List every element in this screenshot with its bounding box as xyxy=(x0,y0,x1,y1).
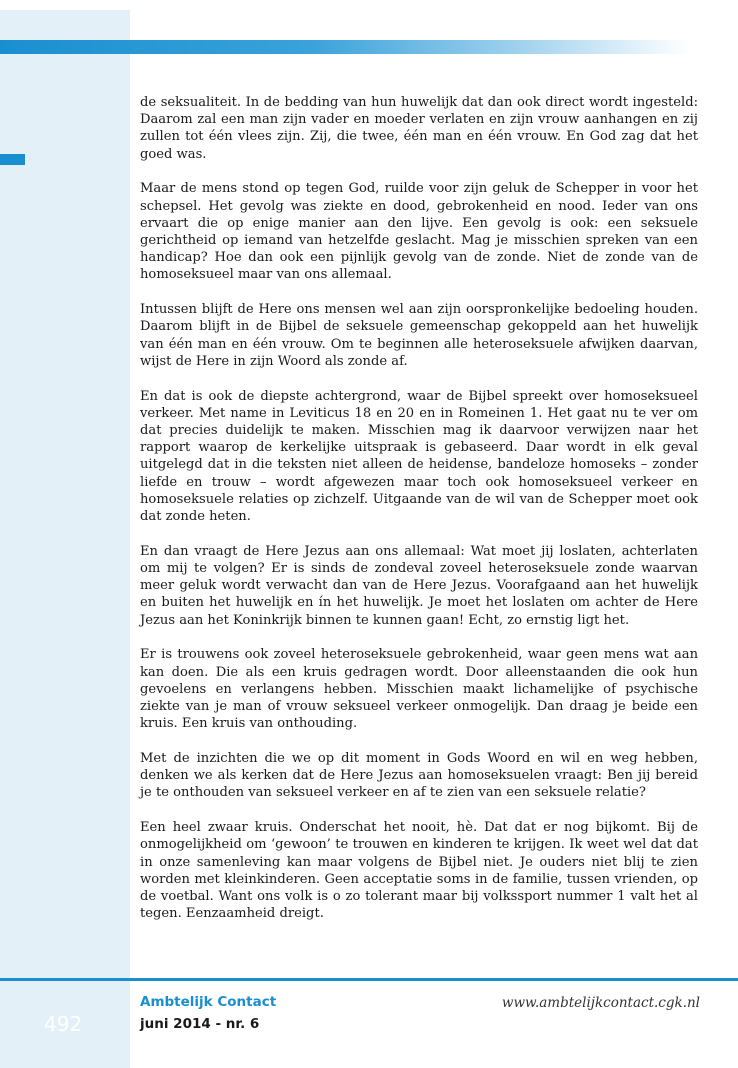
paragraph: Er is trouwens ook zoveel heteroseksuele gebrokenheid, waar geen mens wat aan kan doen. Die als een kruis gedragen wordt. Door alleenstaanden die ook hun gevoelens en verlangens hebben. Misschien maakt lichamelijke of psychische ziekte van je man of vrouw seksueel verkeer onmogelijk. Dan draag je beide een kruis. Een kruis van onthouding. xyxy=(140,647,698,732)
paragraph: Maar de mens stond op tegen God, ruilde voor zijn geluk de Schepper in voor het schepsel. Het gevolg was ziekte en dood, gebrokenheid en nood. Ieder van ons ervaart die op enige manier aan den lijve. Een gevolg is ook: een seksuele gerichtheid op iemand van hetzelfde geslacht. Mag je misschien spreken van een handicap? Hoe dan ook een pijnlijk gevolg van de zonde. Niet de zonde van de homoseksueel maar van ons allemaal. xyxy=(140,181,698,283)
footer-divider xyxy=(0,978,738,981)
website-url: www.ambtelijkcontact.cgk.nl xyxy=(501,995,700,1011)
journal-name: Ambtelijk Contact xyxy=(140,994,277,1010)
top-margin xyxy=(0,0,130,10)
issue-label: juni 2014 - nr. 6 xyxy=(140,1016,260,1032)
paragraph: Intussen blijft de Here ons mensen wel aan zijn oorspronkelijke bedoeling houden. Daarom blijft in de Bijbel de seksuele gemeenschap gekoppeld aan het huwelijk van één man en één vrouw. Om te beginnen alle heteroseksuele afwijken daarvan, wijst de Here in zijn Woord als zonde af. xyxy=(140,302,698,369)
article-body xyxy=(140,94,698,940)
paragraph: Een heel zwaar kruis. Onderschat het nooit, hè. Dat dat er nog bijkomt. Bij de onmogelijkheid om ‘gewoon’ te trouwen en kinderen te krijgen. Ik weet wel dat dat in onze samenleving kan maar volgens de Bijbel niet. Je ouders niet blij te zien worden met kleinkinderen. Geen acceptatie soms in de familie, tussen vrienden, op de voetbal. Want ons volk is o zo tolerant maar bij volkssport nummer 1 valt het al tegen. Eenzaamheid dreigt. xyxy=(140,820,698,922)
header-gradient-band xyxy=(0,40,690,54)
paragraph: En dat is ook de diepste achtergrond, waar de Bijbel spreekt over homoseksueel verkeer. Met name in Leviticus 18 en 20 en in Romeinen 1. Het gaat nu te ver om dat precies duidelijk te maken. Misschien mag ik daarvoor verwijzen naar het rapport waarop de kerkelijke uitspraak is gebaseerd. Daar wordt in elk geval uitgelegd dat in die teksten niet alleen de heidense, bandeloze homoseks – zonder liefde en trouw – wordt afgewezen maar toch ook homoseksueel verkeer en homoseksuele relaties op zichzelf. Uitgaande van de wil van de Schepper moet ook dat zonde heten. xyxy=(140,388,698,525)
paragraph: de seksualiteit. In de bedding van hun huwelijk dat dan ook direct wordt ingesteld: Daarom zal een man zijn vader en moeder verlaten en zijn vrouw aanhangen en zij zullen tot één vlees zijn. Zij, die twee, één man en één vrouw. En God zag dat het goed was. xyxy=(140,95,698,162)
margin-accent-marker xyxy=(0,154,25,165)
paragraph: Met de inzichten die we op dit moment in Gods Woord en wil en weg hebben, denken we als kerken dat de Here Jezus aan homoseksuelen vraagt: Ben jij bereid je te onthouden van seksueel verkeer en af te zien van een seksuele relatie? xyxy=(140,751,698,801)
paragraph: En dan vraagt de Here Jezus aan ons allemaal: Wat moet jij loslaten, achterlaten om mij te volgen? Er is sinds de zondeval zoveel heteroseksuele zonde waarvan meer geluk wordt verwacht dan van de Here Jezus. Voorafgaand aan het huwelijk en buiten het huwelijk en ín het huwelijk. Je moet het loslaten om achter de Here Jezus aan het Koninkrijk binnen te kunnen gaan! Echt, zo ernstig ligt het. xyxy=(140,543,698,628)
page-number: 492 xyxy=(44,1012,83,1036)
